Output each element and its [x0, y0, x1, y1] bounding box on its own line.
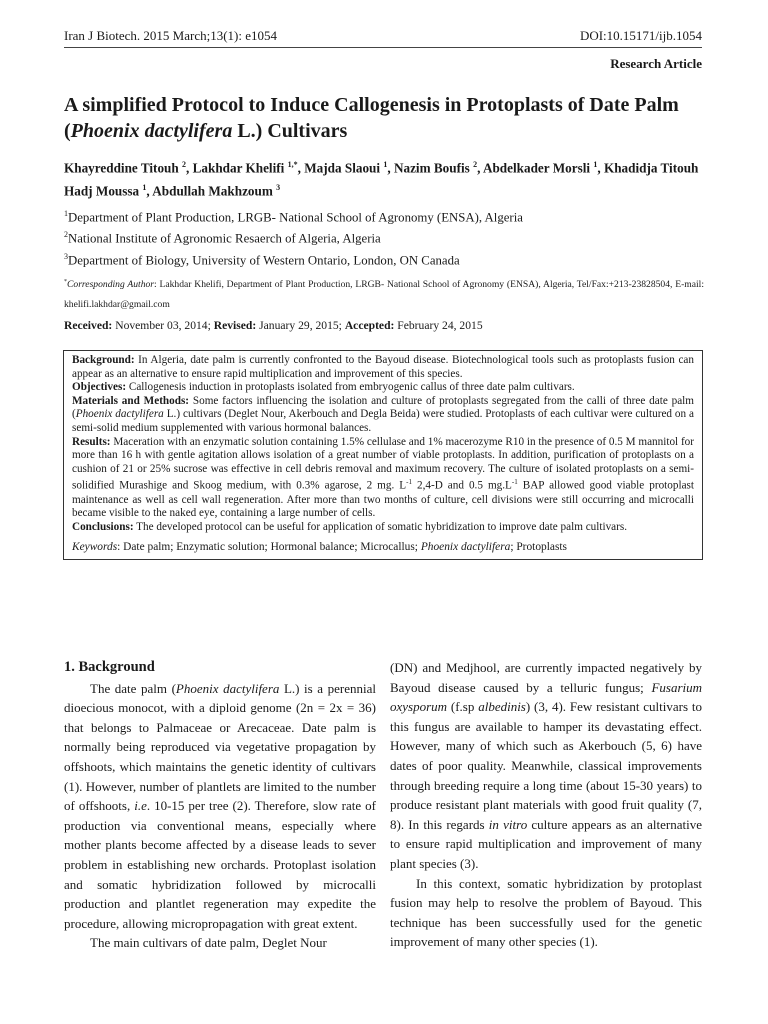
body-column-right: [390, 658, 702, 952]
journal-citation: Iran J Biotech. 2015 March;13(1): e1054: [64, 28, 278, 43]
abstract-objectives: Objectives: Callogenesis induction in protoplasts isolated from embryogenic callus of three date palm cultivars.: [72, 381, 575, 394]
corresponding-author: *Corresponding Author: Lakhdar Khelifi, Department of Plant Production, LRGB- National School of Agronomy (ENSA), Algeria, Tel/Fax:+213-23828504, E-mail: khelifi.lakhdar@gmail.com: [64, 279, 704, 311]
body-paragraph: The main cultivars of date palm, Deglet Nour: [90, 935, 327, 951]
body-paragraph: (DN) and Medjhool, are currently impacted negatively by Bayoud disease caused by a telluric fungus; Fusarium oxysporum (f.sp albedinis) (3, 4). Few resistant cultivars to this fungus are available to hamper its devastating effect. However, many of which such as Akerbouch (5, 6) have dates of poor quality. Meanwhile, classical improvements through breeding require a long time (about 15-30 years) to produce resistant plant materials with good fruit quality (7, 8). In this regards in vitro culture appears as an alternative to ensure rapid multiplication and improvement of many plant species (3).: [390, 660, 703, 871]
body-column-left: [64, 658, 376, 953]
author: Abdelkader Morsli: [482, 160, 591, 176]
author-list: Khayreddine Titouh $^2$, Lakhdar Khelifi $^{1,*}$, Majda Slaoui $^1$, Nazim Boufis $^2$, Abdelkader Morsli $^1$, Khadidja Titouh Hadj Moussa $^1$, Abdullah Makhzoum $^3$: [64, 160, 699, 199]
article-title: A simplified Protocol to Induce Callogenesis in Protoplasts of Date Palm (Phoenix dactylifera L.) Cultivars: [64, 94, 679, 142]
article-type-label: Research Article: [610, 56, 702, 71]
abstract-conclusions: Conclusions: The developed protocol can be useful for application of somatic hybridization to improve date palm cultivars.: [72, 520, 628, 533]
affiliation: $^2$National Institute of Agronomic Resaerch of Algeria, Algeria: [64, 230, 381, 246]
body-paragraph: In this context, somatic hybridization by protoplast fusion may help to resolve the problem of Bayoud. This technique has been successfully used for the genetic improvement of many other species (1).: [390, 875, 702, 950]
running-header: [64, 28, 702, 48]
author: Majda Slaoui: [304, 160, 381, 176]
section-heading: 1. Background: [64, 659, 155, 675]
affiliation: $^1$Department of Plant Production, LRGB- National School of Agronomy (ENSA), Algeria: [64, 209, 523, 225]
abstract-box: [63, 350, 703, 560]
author: Nazim Boufis: [393, 160, 470, 176]
abstract-results: Results: Maceration with an enzymatic solution containing 1.5% cellulase and 1% macerozyme R10 in the presence of 0.5 M mannitol for more than 16 h with gentle agitation allows isolation of a great number of viable protoplasts. In addition, purification of protoplasts on a cushion of 21 or 25% sucrose was effective in cell debris removal and maximum recovery. The culture of isolated protoplasts on a semi-solidified Murashige and Skoog medium, with 0.3% agarose, 2 mg. $L^{-1}$ 2,4-D and 0.5 $mg.L^{-1}$ BAP allowed good viable protoplast maintenance as well as cell wall regeneration. After more than two months of culture, cell divisions were still occurring and microcalli became visible to the naked eye, containing a large number of cells.: [72, 435, 694, 520]
doi-link[interactable]: DOI:10.15171/ijb.1054: [579, 28, 702, 43]
body-paragraph: The date palm (Phoenix dactylifera L.) is a perennial dioecious monocot, with a diploid genome (2n = 2x = 36) that belongs to Palmaceae or Arecaceae. Date palm is normally being reproduced via vegetative propagation by offshoots, which maintains the genetic identity of cultivars (1). However, number of plantlets are limited to the number of offshoots, i.e. 10-15 per tree (2). Therefore, slow rate of production via conventional means, especially where mother plants become affected by a disease leads to sever problem in establishing new orchards. Protoplast isolation and somatic hybridization followed by microcalli production and plantlet regeneration may expedite the procedure, allowing micropropagation with great extent.: [64, 680, 376, 931]
author: Abdullah Makhzoum: [152, 183, 273, 199]
affiliation: $^3$Department of Biology, University of Western Ontario, London, ON Canada: [64, 251, 460, 267]
submission-dates: Received: November 03, 2014; Revised: January 29, 2015; Accepted: February 24, 2015: [64, 319, 483, 332]
affiliation-list: [64, 205, 704, 269]
abstract-methods: Materials and Methods: Some factors influencing the isolation and culture of protoplasts segregated from the calli of three date palm (Phoenix dactylifera L.) cultivars (Deglet Nour, Akerbouch and Degla Beida) were studied. Protoplasts of each cultivar were cultured on a semi-solid medium supplemented with various hormonal balances.: [72, 394, 694, 434]
author: Khadidja Titouh Hadj Moussa: [64, 160, 699, 199]
author: Khayreddine Titouh: [64, 160, 179, 176]
author: Lakhdar Khelifi: [192, 160, 285, 176]
abstract-background: Background: In Algeria, date palm is currently confronted to the Bayoud disease. Biotechnological tools such as protoplasts fusion can appear as an alternative to ensure rapid multiplication and improvement of this species.: [72, 354, 694, 380]
abstract-keywords: Keywords: Date palm; Enzymatic solution; Hormonal balance; Microcallus; Phoenix dactylifera; Protoplasts: [72, 541, 567, 554]
